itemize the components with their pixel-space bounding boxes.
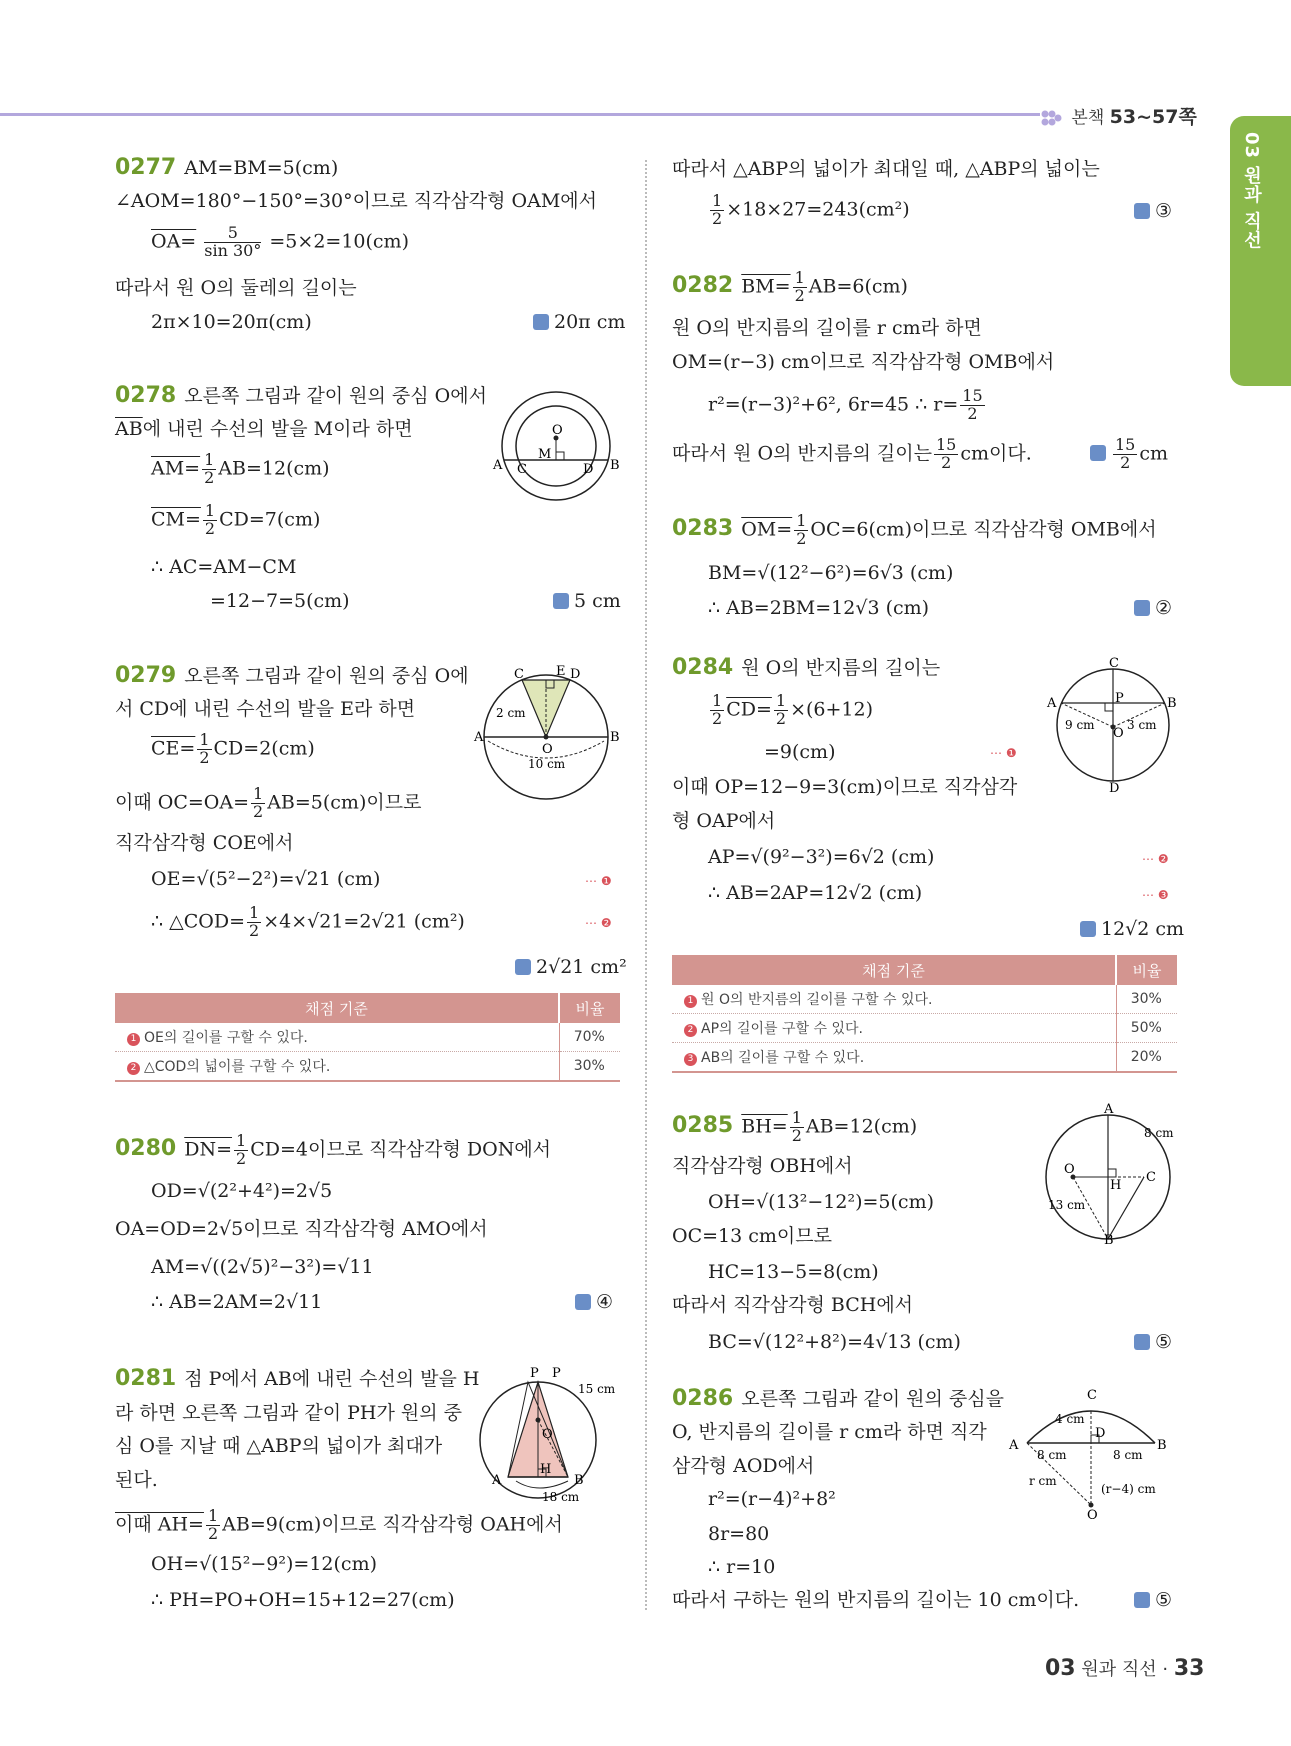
page-footer: 03 원과 직선 · 33 [1045,1656,1205,1681]
numerator: 1 [775,691,787,710]
label-13cm: 13 cm [1048,1198,1086,1212]
answer-icon [575,1294,591,1310]
p0282-line2: 원 O의 반지름의 길이를 r cm라 하면 [672,317,982,339]
p0286-line7: 따라서 구하는 원의 반지름의 길이는 10 cm이다. [672,1589,1080,1611]
p0286-answer [1134,1589,1172,1612]
p0277-line1 [115,155,338,181]
text: OM= [741,518,793,541]
ratio-value: 50% [1116,1014,1177,1043]
answer-text: 20π cm [554,311,626,333]
p0280-line5: ∴ AB=2AM=2√11 [151,1291,323,1313]
text: CE= [151,737,196,760]
header-rule [0,113,1040,116]
criterion-text: AB의 길이를 구할 수 있다. [701,1050,865,1066]
answer-text: cm [1139,442,1169,465]
answer-text: ⑤ [1155,1589,1173,1611]
criterion-text: 원 O의 반지름의 길이를 구할 수 있다. [701,992,933,1008]
p0285-line2: 직각삼각형 OBH에서 [672,1155,853,1177]
label-A: A [1047,696,1057,711]
fraction [197,732,211,767]
text: ×(6+12) [790,698,874,721]
denominator: 2 [204,518,216,538]
label-P2: P [552,1366,561,1381]
text: 이때 AH= [115,1513,204,1536]
text: BM= [741,275,791,298]
denominator: 2 [775,708,787,728]
answer-text: ④ [596,1291,614,1313]
answer-icon [1134,1592,1150,1608]
step-marker-3: ⋯ ❸ [1142,888,1169,902]
p0278-figure [490,390,625,505]
label-B: B [1104,1233,1114,1248]
p0281-cont-line1: 따라서 △ABP의 넓이가 최대일 때, △ABP의 넓이는 [672,158,1100,180]
numerator: 1 [199,730,210,749]
p0277-line5: 2π×10=20π(cm) [151,311,312,333]
criterion-text: AP의 길이를 구할 수 있다. [701,1021,863,1037]
denominator: 2 [967,403,978,423]
label-C: C [1087,1388,1097,1403]
denominator: sin 30° [204,240,262,260]
text: 점 P에서 AB에 내린 수선의 발을 H [184,1368,480,1390]
numerator: 15 [962,386,983,405]
label-B: B [610,458,620,473]
text: CD=4이므로 직각삼각형 DON에서 [250,1138,552,1161]
numerator: 1 [253,784,264,803]
step-marker-1: ⋯ ❶ [585,874,612,888]
problem-number: 0285 [672,1113,734,1139]
p0281-line2: 라 하면 오른쪽 그림과 같이 PH가 원의 중 [115,1402,462,1424]
label-M: M [538,447,552,462]
text: BH= [741,1115,788,1138]
fraction [960,388,984,423]
numerator: 1 [712,191,723,210]
label-D: D [570,667,581,682]
fraction [790,1110,804,1145]
label-P: P [1115,691,1124,706]
answer-text: ⑤ [1155,1331,1173,1353]
text: 오른쪽 그림과 같이 원의 중심 O에 [184,665,469,687]
text: 따라서 원 O의 반지름의 길이는 [672,442,932,465]
p0281-figure [480,1365,630,1505]
p0286-line1 [672,1386,1004,1412]
numerator: 1 [712,691,723,710]
label-C: C [517,462,527,477]
text: $\overline{AB}$ [115,418,143,440]
label-8cm-left: 8 cm [1037,1448,1067,1462]
p0285-line1 [672,1110,917,1145]
step-marker-1: ⋯ ❶ [990,746,1017,760]
p0284-answer [1080,918,1184,941]
label-E: E [556,664,566,679]
denominator: 2 [794,285,805,305]
criterion-text: OE의 길이를 구할 수 있다. [144,1030,308,1046]
label-O: O [542,1427,553,1442]
problem-number: 0286 [672,1386,734,1411]
fraction [1113,437,1137,472]
denominator: 2 [236,1148,247,1168]
chapter-tab-label: 03 원과 직선 [1241,132,1262,250]
text: AB=6(cm) [808,275,908,298]
fraction [774,693,788,728]
label-A: A [493,458,503,473]
p0281-line5 [115,1508,563,1543]
p0278-line3 [151,452,330,487]
answer-icon [1134,600,1150,616]
fraction [794,513,808,548]
problem-number: 0282 [672,273,734,299]
label-O: O [1087,1508,1098,1523]
answer-text: 12√2 cm [1101,918,1185,940]
p0284-line4: 이때 OP=12−9=3(cm)이므로 직각삼각 [672,776,1018,798]
p0277-line4: 따라서 원 O의 둘레의 길이는 [115,277,357,299]
p0284-line7: ∴ AB=2AP=12√2 (cm) [708,882,923,904]
p0279-line1 [115,663,469,689]
step-number: 2 [684,1024,697,1037]
text: r²=(r−3)²+6², 6r=45 ∴ r= [708,393,959,416]
label-A: A [1009,1438,1019,1453]
step-number: 2 [127,1062,140,1075]
numerator: 15 [935,435,957,454]
step-number: 1 [684,995,697,1008]
column-divider [645,160,647,1610]
label-H: H [1110,1178,1122,1193]
p0278-line2 [115,418,413,441]
numerator: 1 [249,903,260,922]
label-r-cm: r cm [1029,1474,1057,1488]
text: CD=7(cm) [219,508,321,531]
label-18cm: 18 cm [542,1490,580,1504]
p0279-line7 [151,905,465,940]
numerator: 1 [236,1131,247,1150]
p0284-line2 [708,693,873,728]
denominator: 2 [199,747,210,767]
p0282-line1 [672,270,908,305]
fraction [793,270,807,305]
answer-icon [533,314,549,330]
text: AM= [151,457,201,480]
problem-number: 0277 [115,155,177,180]
label-B: B [610,730,620,745]
p0283-answer [1134,597,1172,620]
criterion-header: 채점 기준 [115,993,559,1023]
page-number: 33 [1173,1656,1205,1681]
denominator: 2 [791,1125,802,1145]
p0285-line6: 따라서 직각삼각형 BCH에서 [672,1294,914,1316]
p0281-answer [1134,200,1172,223]
label-B: B [574,1473,584,1488]
table-row [672,1014,1177,1043]
table-row [672,1043,1177,1073]
label-A: A [492,1473,502,1488]
numerator: 5 [204,225,261,243]
fraction [234,1133,248,1168]
p0280-line3: OA=OD=2√5이므로 직각삼각형 AMO에서 [115,1218,488,1240]
p0284-line5: 형 OAP에서 [672,810,776,832]
table-row [115,1052,620,1082]
p0284-grading-table [672,955,1177,1073]
p0282-line5 [672,437,1032,472]
label-9cm: 9 cm [1065,718,1095,732]
denominator: 2 [253,801,264,821]
p0285-line7: BC=√(12²+8²)=4√13 (cm) [708,1331,961,1353]
fraction [710,693,724,728]
problem-number: 0279 [115,663,177,688]
answer-text: ③ [1155,200,1173,222]
label-10cm: 10 cm [528,757,566,771]
label-2cm: 2 cm [496,706,526,720]
text: 오른쪽 그림과 같이 원의 중심 O에서 [184,385,487,407]
fraction [934,437,958,472]
p0279-line4 [115,786,421,821]
answer-icon [1080,921,1096,937]
text: DN= [184,1138,233,1161]
p0286-line3: 삼각형 AOD에서 [672,1455,815,1477]
label-4cm: 4 cm [1055,1412,1085,1426]
numerator: 1 [207,1506,219,1525]
p0281-line7: ∴ PH=PO+OH=15+12=27(cm) [151,1589,455,1611]
p0278-line5: ∴ AC=AM−CM [151,556,297,578]
p0283-line1 [672,513,1157,548]
p0286-line5: 8r=80 [708,1523,770,1545]
text: 오른쪽 그림과 같이 원의 중심을 [741,1388,1004,1410]
p0283-line2: BM=√(12²−6²)=6√3 (cm) [708,562,954,584]
label-D: D [1095,1426,1106,1441]
p0278-answer [553,590,621,613]
p0282-line3: OM=(r−3) cm이므로 직각삼각형 OMB에서 [672,351,1055,373]
label-C: C [1109,656,1119,671]
ratio-value: 70% [559,1023,620,1052]
p0286-figure [1005,1385,1180,1523]
denominator: 2 [712,208,723,228]
denominator: 2 [204,467,215,487]
label-O: O [1064,1162,1075,1177]
fraction [247,905,261,940]
text: ×4×√21=2√21 (cm²) [263,910,465,933]
ratio-header: 비율 [559,993,620,1023]
p0279-line2: 서 CD에 내린 수선의 발을 E라 하면 [115,698,416,720]
text: AB=12(cm) [805,1115,918,1138]
label-r-minus-4: (r−4) cm [1101,1482,1156,1496]
label-8cm: 8 cm [1144,1126,1174,1140]
answer-icon [1134,203,1150,219]
footer-chapter-number: 03 [1045,1656,1076,1681]
text: ×18×27=243(cm²) [726,198,910,221]
p0279-answer [515,956,627,979]
text: OA= [151,230,197,253]
numerator: 1 [791,1108,802,1127]
answer-icon [1090,445,1106,461]
label-O: O [552,423,563,438]
problem-number: 0284 [672,655,734,680]
p0281-line6: OH=√(15²−9²)=12(cm) [151,1553,377,1575]
numerator: 1 [204,450,215,469]
p0285-answer [1134,1331,1172,1354]
footer-chapter-title: 원과 직선 [1081,1659,1157,1680]
criterion-text: △COD의 넓이를 구할 수 있다. [144,1059,331,1075]
p0282-answer [1090,437,1168,472]
label-O: O [1113,726,1124,741]
numerator: 1 [796,511,807,530]
fraction [202,452,216,487]
p0284-line3: =9(cm) [764,741,836,763]
fraction [206,1508,220,1543]
problem-number: 0283 [672,516,734,542]
p0279-line5: 직각삼각형 COE에서 [115,832,294,854]
text: =5×2=10(cm) [269,230,409,253]
answer-icon [553,593,569,609]
label-A: A [1104,1102,1114,1117]
p0280-answer [575,1291,613,1314]
ratio-value: 30% [1116,985,1177,1014]
denominator: 2 [207,1523,219,1543]
p0286-line6: ∴ r=10 [708,1556,776,1578]
table-row [672,985,1177,1014]
label-8cm-right: 8 cm [1113,1448,1143,1462]
denominator: 2 [1120,452,1131,472]
step-marker-2: ⋯ ❷ [585,916,612,930]
p0277-line3 [151,225,409,260]
denominator: 2 [941,452,952,472]
text: cm이다. [960,442,1032,465]
p0281-cont-line2 [708,193,910,228]
p0286-line2: O, 반지름의 길이를 r cm라 하면 직각 [672,1421,987,1443]
text: AB=9(cm)이므로 직각삼각형 OAH에서 [222,1513,563,1536]
label-O: O [542,742,553,757]
numerator: 1 [794,268,805,287]
denominator: 2 [249,920,260,940]
label-A: A [474,730,484,745]
ratio-value: 30% [559,1052,620,1082]
p0277-answer [533,311,625,334]
p0280-line4: AM=√((2√5)²−3²)=√11 [151,1256,374,1278]
p0279-figure [470,665,625,800]
p0278-line4 [151,503,320,538]
label-B: B [1157,1438,1167,1453]
text: OC=6(cm)이므로 직각삼각형 OMB에서 [810,518,1157,541]
text: ∴ △COD= [151,910,246,933]
fraction [204,225,261,260]
p0277-line2: ∠AOM=180°−150°=30°이므로 직각삼각형 OAM에서 [115,190,598,212]
text: 이때 OC=OA= [115,791,249,814]
answer-text: 2√21 cm² [536,956,627,978]
label-C: C [514,667,524,682]
p0281-line4: 된다. [115,1469,158,1491]
p0284-figure [1045,655,1185,796]
denominator: 2 [796,528,807,548]
label-D: D [583,462,594,477]
step-number: 1 [127,1033,140,1046]
p0278-line6: =12−7=5(cm) [210,590,350,612]
denominator: 2 [712,708,723,728]
text: CD=2(cm) [213,737,315,760]
step-number: 3 [684,1053,697,1066]
label-15cm: 15 cm [578,1382,616,1396]
numerator: 15 [1115,435,1136,454]
page-reference [1040,102,1197,129]
text: AB=12(cm) [218,457,330,480]
text: CD= [726,698,772,721]
problem-number: 0281 [115,1366,177,1391]
p0282-line4 [708,388,987,423]
step-marker-2: ⋯ ❷ [1142,852,1169,866]
p0279-grading-table [115,993,620,1082]
p0281-line3: 심 O를 지날 때 △ABP의 넓이가 최대가 [115,1435,443,1457]
page-range: 53~57쪽 [1109,106,1197,128]
answer-icon [515,959,531,975]
label-C: C [1146,1170,1156,1185]
book-ref-label: 본책 [1071,108,1105,128]
text: 원 O의 반지름의 길이는 [741,657,941,679]
label-B: B [1167,696,1177,711]
table-row [115,1023,620,1052]
criterion-header: 채점 기준 [672,955,1116,985]
answer-text: ② [1155,597,1173,619]
text: AM=BM=5(cm) [184,157,339,179]
label-3cm: 3 cm [1127,718,1157,732]
p0284-line6: AP=√(9²−3²)=6√2 (cm) [708,846,935,868]
text: 에 내린 수선의 발을 M이라 하면 [142,418,413,440]
p0285-line3: OH=√(13²−12²)=5(cm) [708,1191,934,1213]
numerator: 1 [204,501,216,520]
p0283-line3: ∴ AB=2BM=12√3 (cm) [708,597,930,619]
p0285-line4: OC=13 cm이므로 [672,1225,832,1247]
p0284-line1 [672,655,940,681]
answer-icon [1134,1334,1150,1350]
fraction [203,503,217,538]
text: AB=5(cm)이므로 [267,791,422,814]
ratio-header: 비율 [1116,955,1177,985]
ratio-value: 20% [1116,1043,1177,1073]
p0286-line4: r²=(r−4)²+8² [708,1488,836,1510]
p0280-line1 [115,1133,551,1168]
p0285-line5: HC=13−5=8(cm) [708,1261,879,1283]
fraction [251,786,265,821]
label-D: D [1109,781,1120,796]
p0279-line3 [151,732,315,767]
p0281-line1 [115,1366,479,1392]
label-P: P [530,1366,539,1381]
text: CM= [151,508,201,531]
p0279-line6: OE=√(5²−2²)=√21 (cm) [151,868,381,890]
problem-number: 0278 [115,383,177,408]
label-H: H [540,1462,552,1477]
problem-number: 0280 [115,1136,177,1162]
p0285-figure [1040,1102,1190,1248]
p0280-line2: OD=√(2²+4²)=2√5 [151,1180,333,1202]
flower-icon [1040,109,1062,127]
answer-text: 5 cm [574,590,621,612]
fraction [710,193,724,228]
p0278-line1 [115,383,487,409]
